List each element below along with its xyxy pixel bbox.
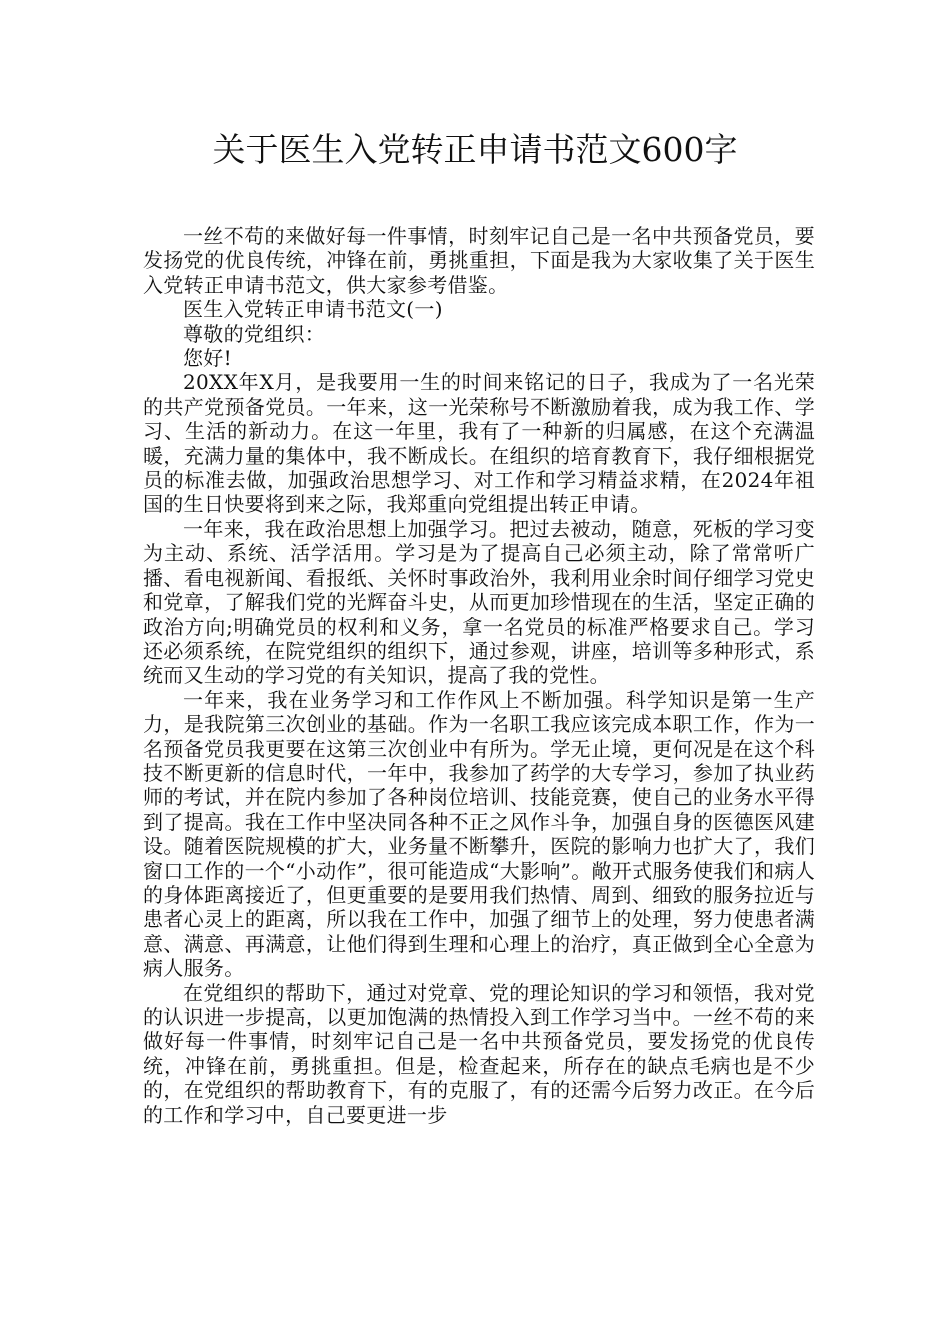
body-paragraph: 在党组织的帮助下，通过对党章、党的理论知识的学习和领悟，我对党的认识进一步提高，以更加饱满的热情投入到工作学习当中。一丝不苟的来做好每一件事情，时刻牢记自己是一名中共预备党员，要发扬党的优良传统，冲锋在前，勇挑重担。但是，检查起来，所存在的缺点毛病也是不少的，在党组织的帮助教育下，有的克服了，有的还需今后努力改正。在今后的工作和学习中，自己要更进一步 <box>143 980 815 1127</box>
intro-paragraph: 一丝不苟的来做好每一件事情，时刻牢记自己是一名中共预备党员，要发扬党的优良传统，冲锋在前，勇挑重担，下面是我为大家收集了关于医生入党转正申请书范文，供大家参考借鉴。 <box>143 224 815 297</box>
salutation: 尊敬的党组织： <box>183 321 326 346</box>
body-paragraph: 一年来，我在业务学习和工作作风上不断加强。科学知识是第一生产力，是我院第三次创业的基础。作为一名职工我应该完成本职工作，作为一名预备党员我更要在这第三次创业中有所为。学无止境，更何况是在这个科技不断更新的信息时代，一年中，我参加了药学的大专学习，参加了执业药师的考试，并在院内参加了各种岗位培训、技能竞赛，使自己的业务水平得到了提高。我在工作中坚决同各种不正之风作斗争，加强自身的医德医风建设。随着医院规模的扩大，业务量不断攀升，医院的影响力也扩大了，我们窗口工作的一个“小动作”，很可能造成“大影响”。敞开式服务使我们和病人的身体距离接近了，但更重要的是要用我们热情、周到、细致的服务拉近与患者心灵上的距离，所以我在工作中，加强了细节上的处理，努力使患者满意、满意、再满意，让他们得到生理和心理上的治疗，真正做到全心全意为病人服务。 <box>143 687 815 981</box>
document-body <box>143 224 815 1127</box>
body-paragraph: 一年来，我在政治思想上加强学习。把过去被动，随意，死板的学习变为主动、系统、活学活用。学习是为了提高自己必须主动，除了常常听广播、看电视新闻、看报纸、关怀时事政治外，我利用业余时间仔细学习党史和党章，了解我们党的光辉奋斗史，从而更加珍惜现在的生活，坚定正确的政治方向;明确党员的权利和义务，拿一名党员的标准严格要求自己。学习还必须系统，在院党组织的组织下，通过参观，讲座，培训等多种形式，系统而又生动的学习党的有关知识，提高了我的党性。 <box>143 516 815 688</box>
greeting: 您好! <box>183 346 232 371</box>
document-title: 关于医生入党转正申请书范文600字 <box>212 130 738 169</box>
section-heading: 医生入党转正申请书范文(一) <box>183 297 443 322</box>
body-paragraph: 20XX年X月，是我要用一生的时间来铭记的日子，我成为了一名光荣的共产党预备党员。一年来，这一光荣称号不断激励着我，成为我工作、学习、生活的新动力。在这一年里，我有了一种新的归属感，在这个充满温暖，充满力量的集体中，我不断成长。在组织的培育教育下，我仔细根据党员的标准去做，加强政治思想学习、对工作和学习精益求精，在2024年祖国的生日快要将到来之际，我郑重向党组提出转正申请。 <box>143 370 815 517</box>
